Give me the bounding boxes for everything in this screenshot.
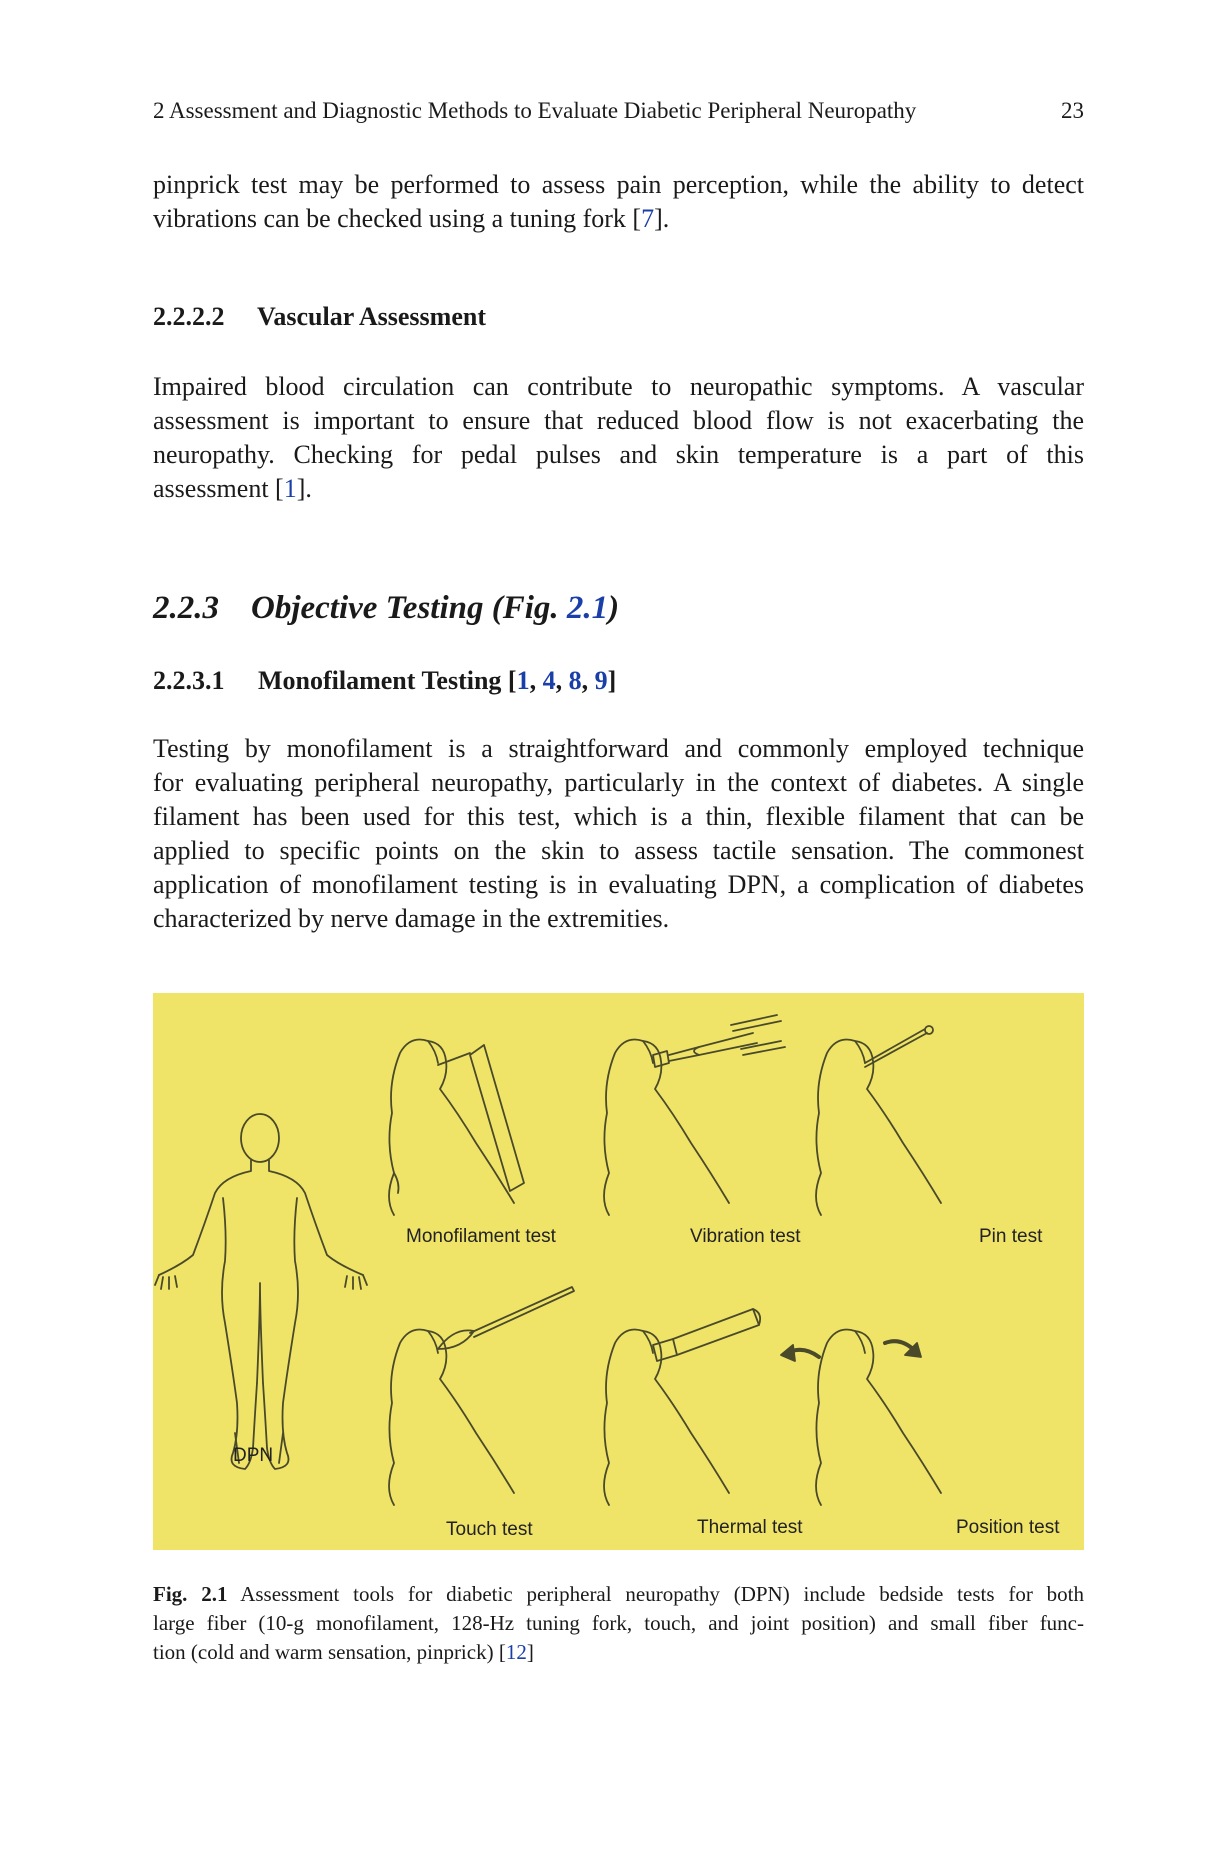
human-body-icon — [155, 1114, 367, 1469]
section-number: 2.2.3.1 — [153, 666, 225, 695]
figure-illustration — [153, 993, 1084, 1550]
figure-link[interactable]: 2.1 — [566, 590, 609, 626]
vascular-paragraph — [153, 370, 1084, 506]
section-title-close: ) — [608, 590, 620, 626]
citation-link[interactable]: 4 — [542, 666, 556, 695]
text-run: tion (cold and warm sensation, pinprick) [ — [153, 1640, 506, 1664]
text-run: ] — [526, 1640, 534, 1664]
text-run: ]. — [654, 204, 670, 233]
caption-line: large fiber (10-g monofilament, 128-Hz tuning fork, touch, and joint position) and small fiber func- — [153, 1611, 1084, 1635]
running-header — [153, 98, 1084, 128]
section-title: Objective Testing (Fig. — [251, 590, 567, 626]
foot-position-icon — [781, 1330, 941, 1506]
caption-line — [153, 1580, 1084, 1609]
paragraph-line: Testing by monofilament is a straightforward and commonly employed technique — [153, 734, 1084, 763]
caption-line — [153, 1638, 1084, 1667]
citation-link[interactable]: 7 — [641, 204, 655, 233]
caption-label: Fig. 2.1 — [153, 1582, 228, 1606]
text-run: Assessment tools for diabetic peripheral neuropathy (DPN) include bedside tests for both — [240, 1582, 1084, 1606]
section-title: Vascular Assessment — [257, 302, 486, 331]
paragraph-line: characterized by nerve damage in the extremities. — [153, 904, 670, 933]
citation-link[interactable]: 1 — [516, 666, 530, 695]
text-run: assessment [ — [153, 474, 284, 503]
figure-label-position: Position test — [956, 1517, 1060, 1538]
figure-label-touch: Touch test — [446, 1519, 533, 1540]
figure-label-thermal: Thermal test — [697, 1517, 803, 1538]
foot-thermal-icon — [604, 1309, 760, 1505]
figure-label-pin: Pin test — [979, 1226, 1043, 1247]
monofilament-paragraph — [153, 732, 1084, 936]
citation-link[interactable]: 8 — [568, 666, 582, 695]
paragraph-line: assessment is important to ensure that reduced blood flow is not exacerbating the — [153, 406, 1084, 435]
section-number: 2.2.2.2 — [153, 302, 225, 331]
figure-label-dpn: DPN — [233, 1445, 274, 1466]
figure-label-vibration: Vibration test — [690, 1226, 801, 1247]
paragraph-line: applied to specific points on the skin to assess tactile sensation. The commonest — [153, 836, 1084, 865]
bracket-close: ] — [607, 666, 617, 695]
citation-link[interactable]: 12 — [505, 1640, 527, 1664]
figure-2-1 — [153, 993, 1084, 1550]
intro-paragraph — [153, 168, 1084, 236]
paragraph-line: filament has been used for this test, which is a thin, flexible filament that can be — [153, 802, 1084, 831]
separator: , — [555, 666, 569, 695]
paragraph-line — [153, 202, 1084, 236]
page-number: 23 — [1061, 98, 1084, 123]
figure-label-monofilament: Monofilament test — [406, 1226, 556, 1247]
paragraph-line: Impaired blood circulation can contribute to neuropathic symptoms. A vascular — [153, 372, 1084, 401]
section-heading-vascular — [153, 302, 486, 332]
figure-caption — [153, 1580, 1084, 1667]
citation-link[interactable]: 1 — [283, 474, 297, 503]
paragraph-line: neuropathy. Checking for pedal pulses and skin temperature is a part of this — [153, 440, 1084, 469]
section-heading-objective-testing — [153, 590, 619, 627]
paragraph-line — [153, 472, 1084, 506]
text-run: ]. — [296, 474, 312, 503]
section-heading-monofilament — [153, 666, 616, 696]
section-number: 2.2.3 — [153, 590, 219, 626]
paragraph-line: application of monofilament testing is in evaluating DPN, a complication of diabetes — [153, 870, 1084, 899]
paragraph-line: for evaluating peripheral neuropathy, particularly in the context of diabetes. A single — [153, 768, 1084, 797]
running-header-title: 2 Assessment and Diagnostic Methods to Evaluate Diabetic Peripheral Neuropathy — [153, 98, 917, 123]
foot-pin-icon — [816, 1026, 941, 1215]
foot-touch-icon — [389, 1287, 574, 1505]
section-title: Monofilament Testing [ — [258, 666, 517, 695]
foot-vibration-icon — [604, 1015, 785, 1215]
foot-monofilament-icon — [389, 1040, 524, 1216]
citation-link[interactable]: 9 — [594, 666, 608, 695]
text-run: vibrations can be checked using a tuning fork [ — [153, 204, 642, 233]
paragraph-line: pinprick test may be performed to assess pain perception, while the ability to detect — [153, 170, 1084, 199]
separator: , — [581, 666, 595, 695]
separator: , — [529, 666, 543, 695]
